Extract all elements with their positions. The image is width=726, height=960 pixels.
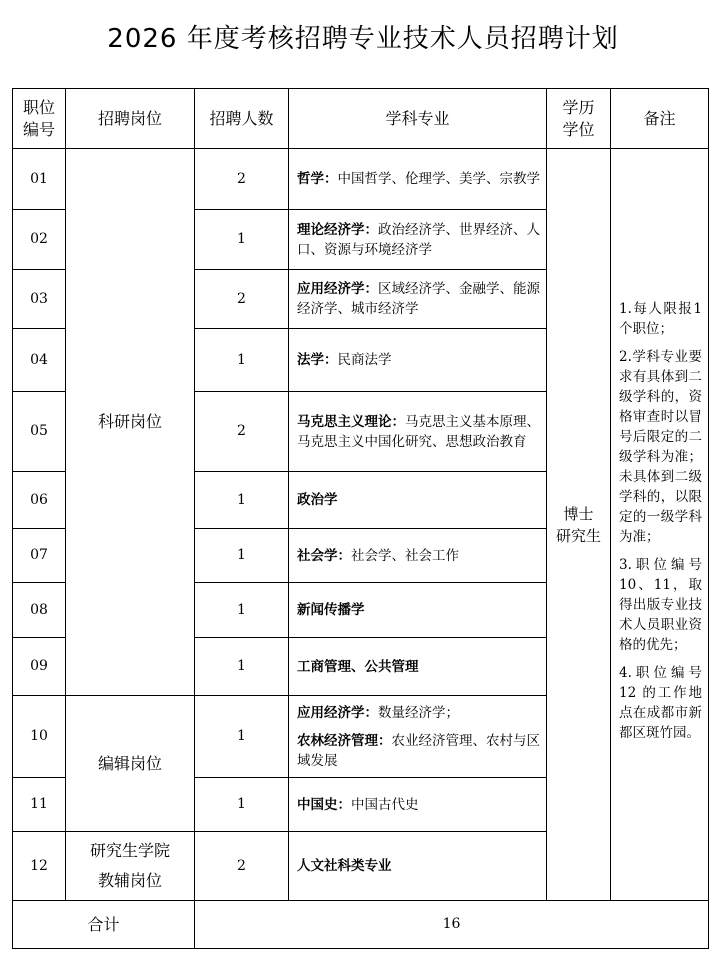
education-cell xyxy=(547,149,611,901)
row-code: 01 xyxy=(13,149,66,210)
major-detail: 社会学、社会工作 xyxy=(351,547,459,564)
major-category: 社会学： xyxy=(297,547,351,564)
row-code: 10 xyxy=(13,696,66,778)
header-row xyxy=(13,89,709,149)
row-count: 2 xyxy=(195,392,289,472)
row-count: 1 xyxy=(195,210,289,270)
row-count: 2 xyxy=(195,149,289,210)
total-value: 16 xyxy=(195,901,709,949)
row-count: 1 xyxy=(195,696,289,778)
row-major xyxy=(289,149,547,210)
row-major xyxy=(289,778,547,832)
recruitment-table xyxy=(12,88,709,949)
row-major xyxy=(289,638,547,696)
header-code-line2: 编号 xyxy=(22,119,55,139)
major-category: 新闻传播学 xyxy=(297,602,365,618)
header-edu-line1: 学历 xyxy=(562,97,595,117)
major-detail: 民商法学 xyxy=(337,352,392,368)
header-edu-line2: 学位 xyxy=(562,119,595,139)
major-line xyxy=(297,731,540,771)
header-position: 招聘岗位 xyxy=(66,89,195,149)
note-item: 3.职位编号10、11，取得出版专业技术人员职业资格的优先； xyxy=(619,556,702,653)
row-code: 12 xyxy=(13,832,66,901)
row-code: 07 xyxy=(13,529,66,583)
group-graduate-line2: 教辅岗位 xyxy=(97,871,162,890)
major-category: 人文社科类专业 xyxy=(297,858,392,874)
row-major xyxy=(289,832,547,901)
note-item: 4.职位编号12 的工作地点在成都市新都区斑竹园。 xyxy=(619,664,702,741)
group-graduate-line1: 研究生学院 xyxy=(89,841,170,860)
row-count: 1 xyxy=(195,583,289,638)
row-major xyxy=(289,270,547,329)
major-category: 应用经济学： xyxy=(297,281,378,297)
education-line1: 博士 xyxy=(563,504,594,523)
row-code: 09 xyxy=(13,638,66,696)
page-title: 2026 年度考核招聘专业技术人员招聘计划 xyxy=(107,24,619,54)
row-major xyxy=(289,210,547,270)
major-detail: 马克思主义基本原理、马克思主义中国化研究、思想政治教育 xyxy=(297,413,540,450)
row-major xyxy=(289,529,547,583)
total-label: 合计 xyxy=(13,901,195,949)
note-item: 2.学科专业要求有具体到二级学科的，资格审查时以冒号后限定的二级学科为准；未具体到二级学科的，以限定的一级学科为准； xyxy=(619,348,702,545)
major-category: 中国史： xyxy=(297,796,351,813)
row-count: 1 xyxy=(195,529,289,583)
header-major: 学科专业 xyxy=(289,89,547,149)
row-code: 11 xyxy=(13,778,66,832)
major-category: 政治学 xyxy=(297,492,338,508)
row-major xyxy=(289,392,547,472)
row-code: 06 xyxy=(13,472,66,529)
header-education xyxy=(547,89,611,149)
table-row xyxy=(13,149,709,210)
note-item: 1.每人限报1个职位； xyxy=(619,300,702,337)
major-detail: 区域经济学、金融学、能源经济学、城市经济学 xyxy=(297,281,540,317)
row-code: 02 xyxy=(13,210,66,270)
major-category: 哲学： xyxy=(297,171,338,187)
row-count: 2 xyxy=(195,270,289,329)
row-count: 1 xyxy=(195,778,289,832)
group-graduate xyxy=(66,832,195,901)
row-count: 1 xyxy=(195,638,289,696)
row-count: 1 xyxy=(195,472,289,529)
row-major xyxy=(289,696,547,778)
row-major xyxy=(289,472,547,529)
major-category: 农林经济管理： xyxy=(297,732,392,749)
header-code xyxy=(13,89,66,149)
education-line2: 研究生 xyxy=(555,526,601,545)
major-detail: 农业经济管理、农村与区域发展 xyxy=(297,732,540,769)
row-code: 05 xyxy=(13,392,66,472)
row-code: 03 xyxy=(13,270,66,329)
header-code-line1: 职位 xyxy=(22,97,55,117)
row-count: 1 xyxy=(195,329,289,392)
row-code: 04 xyxy=(13,329,66,392)
major-category: 法学： xyxy=(297,352,338,368)
major-detail: 中国哲学、伦理学、美学、宗教学 xyxy=(337,171,540,187)
row-count: 2 xyxy=(195,832,289,901)
row-major xyxy=(289,329,547,392)
major-category: 马克思主义理论： xyxy=(297,413,405,430)
header-count: 招聘人数 xyxy=(195,89,289,149)
major-detail: 数量经济学； xyxy=(378,704,459,721)
group-editing: 编辑岗位 xyxy=(66,696,195,832)
total-row xyxy=(13,901,709,949)
row-major xyxy=(289,583,547,638)
major-category: 应用经济学： xyxy=(297,704,378,721)
row-code: 08 xyxy=(13,583,66,638)
major-category: 工商管理、公共管理 xyxy=(297,658,419,675)
group-research: 科研岗位 xyxy=(66,149,195,696)
notes-cell xyxy=(611,149,709,901)
major-line xyxy=(297,703,540,723)
major-category: 理论经济学： xyxy=(297,221,378,238)
header-notes: 备注 xyxy=(611,89,709,149)
major-detail: 政治经济学、世界经济、人口、资源与环境经济学 xyxy=(297,221,540,258)
major-detail: 中国古代史 xyxy=(351,796,419,813)
